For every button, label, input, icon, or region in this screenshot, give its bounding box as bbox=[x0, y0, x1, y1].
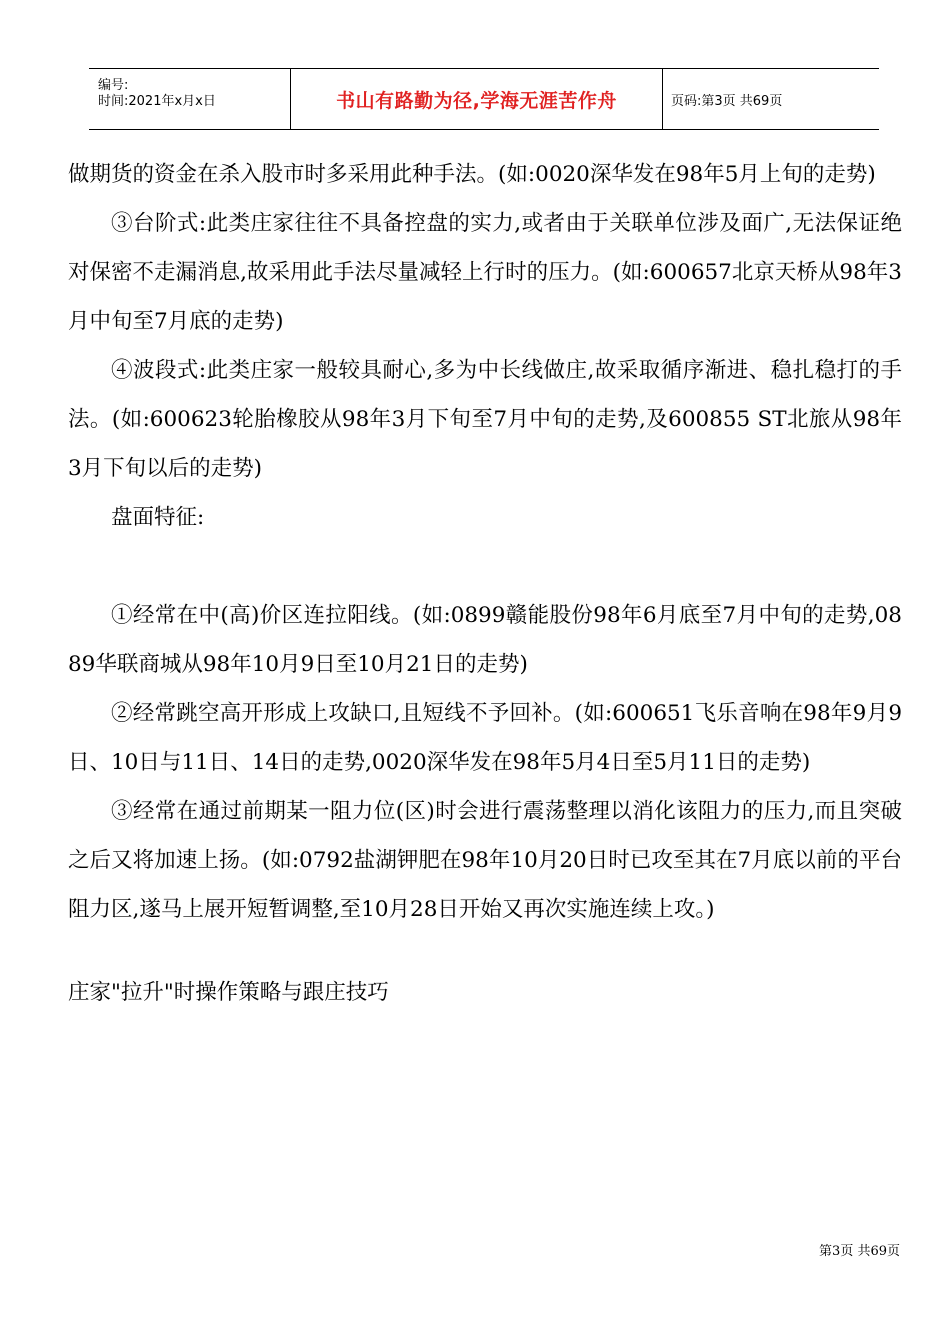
paragraph-feature-3: ③经常在通过前期某一阻力位(区)时会进行震荡整理以消化该阻力的压力,而且突破之后又将加速上扬。(如:0792盐湖钾肥在98年10月20日时已攻至其在7月底以前的平台阻力区,遂马上展开短暂调整,至10月28日开始又再次实施连续上攻。) bbox=[68, 799, 902, 922]
header-page-info: 页码:第3页 共69页 bbox=[671, 93, 783, 109]
document-body bbox=[68, 150, 902, 1017]
paragraph-wave-pattern: ④波段式:此类庄家一般较具耐心,多为中长线做庄,故采取循序渐进、稳扎稳打的手法。(如:600623轮胎橡胶从98年3月下旬至7月中旬的走势,及600855 ST北旅从98年3月下旬以后的走势) bbox=[68, 358, 902, 481]
page-header bbox=[89, 68, 879, 130]
paragraph-feature-1: ①经常在中(高)价区连拉阳线。(如:0899赣能股份98年6月底至7月中旬的走势,0889华联商城从98年10月9日至10月21日的走势) bbox=[68, 603, 902, 677]
paragraph-feature-2: ②经常跳空高开形成上攻缺口,且短线不予回补。(如:600651飞乐音响在98年9月9日、10日与11日、14日的走势,0020深华发在98年5月4日至5月11日的走势) bbox=[68, 701, 902, 775]
section-heading: 庄家"拉升"时操作策略与跟庄技巧 bbox=[68, 980, 389, 1005]
paragraph-continuation: 做期货的资金在杀入股市时多采用此种手法。(如:0020深华发在98年5月上旬的走势) bbox=[68, 162, 876, 187]
header-meta-cell bbox=[89, 69, 291, 129]
paragraph-step-pattern: ③台阶式:此类庄家往往不具备控盘的实力,或者由于关联单位涉及面广,无法保证绝对保密不走漏消息,故采用此手法尽量减轻上行时的压力。(如:600657北京天桥从98年3月中旬至7月底的走势) bbox=[68, 211, 902, 334]
code-label: 编号: bbox=[98, 78, 129, 93]
header-motto: 书山有路勤为径,学海无涯苦作舟 bbox=[291, 69, 663, 129]
page-footer: 第3页 共69页 bbox=[819, 1244, 900, 1259]
paragraph-gap bbox=[68, 542, 902, 591]
paragraph-features-label: 盘面特征: bbox=[111, 505, 205, 530]
time-label: 时间:2021年x月x日 bbox=[98, 94, 216, 109]
